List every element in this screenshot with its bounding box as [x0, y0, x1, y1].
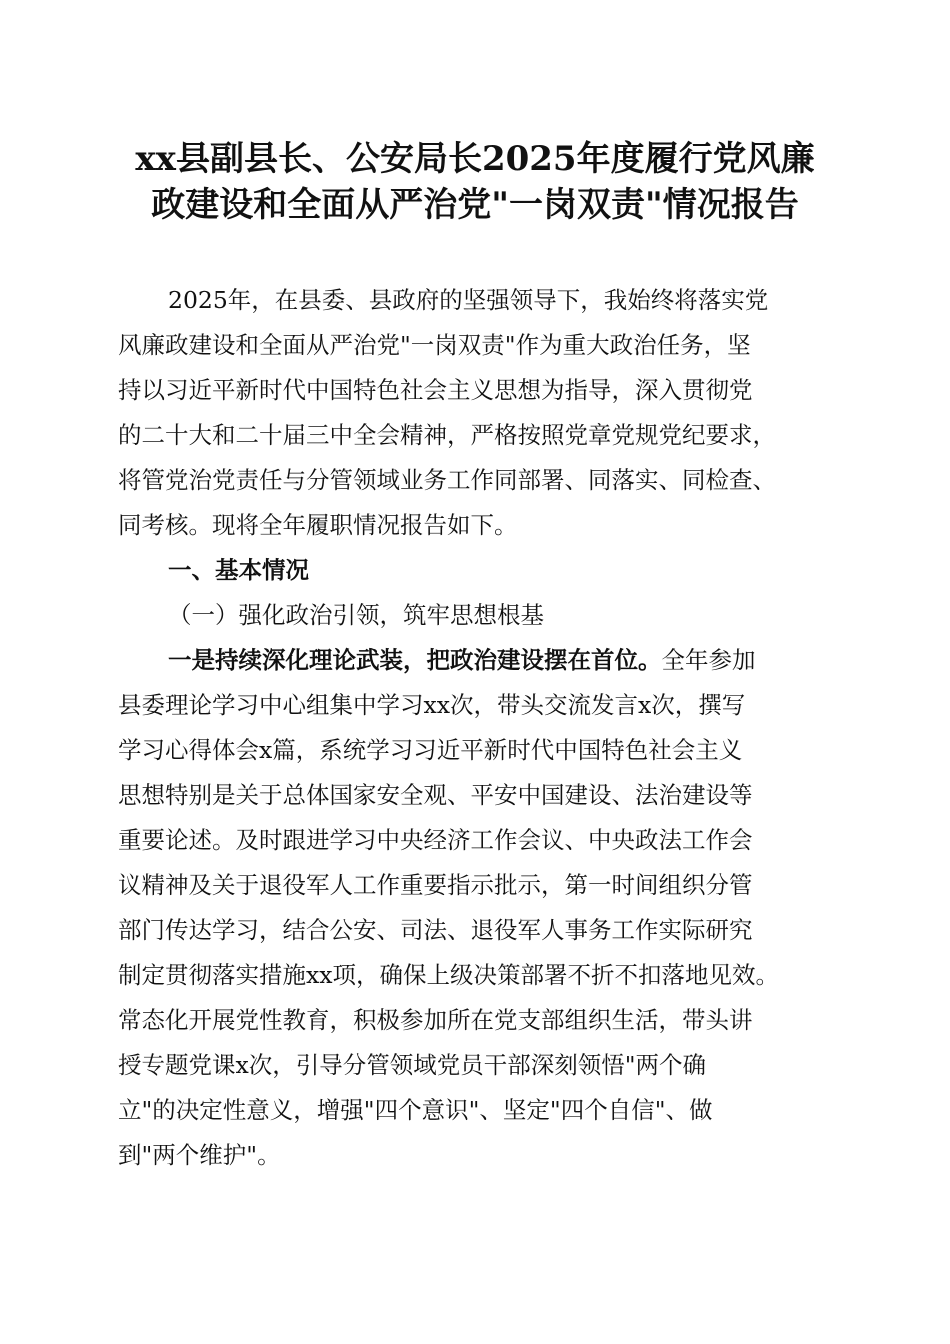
para1-first-line: [118, 638, 848, 683]
intro-line-4: 的二十大和二十届三中全会精神，严格按照党章党规党纪要求，: [118, 421, 776, 449]
intro-line-1: 2025年，在县委、县政府的坚强领导下，我始终将落实党: [168, 286, 769, 314]
section-heading: 一、基本情况: [168, 556, 309, 584]
document-title: [100, 136, 850, 228]
para1-line-2: 县委理论学习中心组集中学习xx次，带头交流发言x次，撰写: [118, 691, 746, 719]
para1-line-5: 重要论述。及时跟进学习中央经济工作会议、中央政法工作会: [118, 826, 753, 854]
para1-line-12: 到"两个维护"。: [118, 1141, 281, 1169]
intro-line-5: 将管党治党责任与分管领域业务工作同部署、同落实、同检查、: [118, 466, 776, 494]
para1-line-4: 思想特别是关于总体国家安全观、平安中国建设、法治建设等: [118, 781, 753, 809]
para1-line-11: 立"的决定性意义，增强"四个意识"、坚定"四个自信"、做: [118, 1096, 713, 1124]
para1-line-3: 学习心得体会x篇，系统学习习近平新时代中国特色社会主义: [118, 736, 743, 764]
document-body: [118, 278, 848, 1178]
para1-lead-sentence: 一是持续深化理论武装，把政治建设摆在首位。: [168, 646, 662, 674]
title-line-1: xx县副县长、公安局长2025年度履行党风廉: [135, 139, 815, 179]
para1-line-6: 议精神及关于退役军人工作重要指示批示，第一时间组织分管: [118, 871, 753, 899]
title-line-2: 政建设和全面从严治党"一岗双责"情况报告: [151, 185, 799, 225]
subsection-heading: （一）强化政治引领，筑牢思想根基: [168, 601, 544, 629]
para1-line-8: 制定贯彻落实措施xx项，确保上级决策部署不折不扣落地见效。: [118, 961, 780, 989]
intro-line-6: 同考核。现将全年履职情况报告如下。: [118, 511, 518, 539]
para1-line-7: 部门传达学习，结合公安、司法、退役军人事务工作实际研究: [118, 916, 753, 944]
intro-line-3: 持以习近平新时代中国特色社会主义思想为指导，深入贯彻党: [118, 376, 753, 404]
para1-first-rest: 全年参加: [661, 646, 756, 674]
para1-line-9: 常态化开展党性教育，积极参加所在党支部组织生活，带头讲: [118, 1006, 753, 1034]
intro-line-2: 风廉政建设和全面从严治党"一岗双责"作为重大政治任务，坚: [118, 331, 751, 359]
para1-line-10: 授专题党课x次，引导分管领域党员干部深刻领悟"两个确: [118, 1051, 707, 1079]
